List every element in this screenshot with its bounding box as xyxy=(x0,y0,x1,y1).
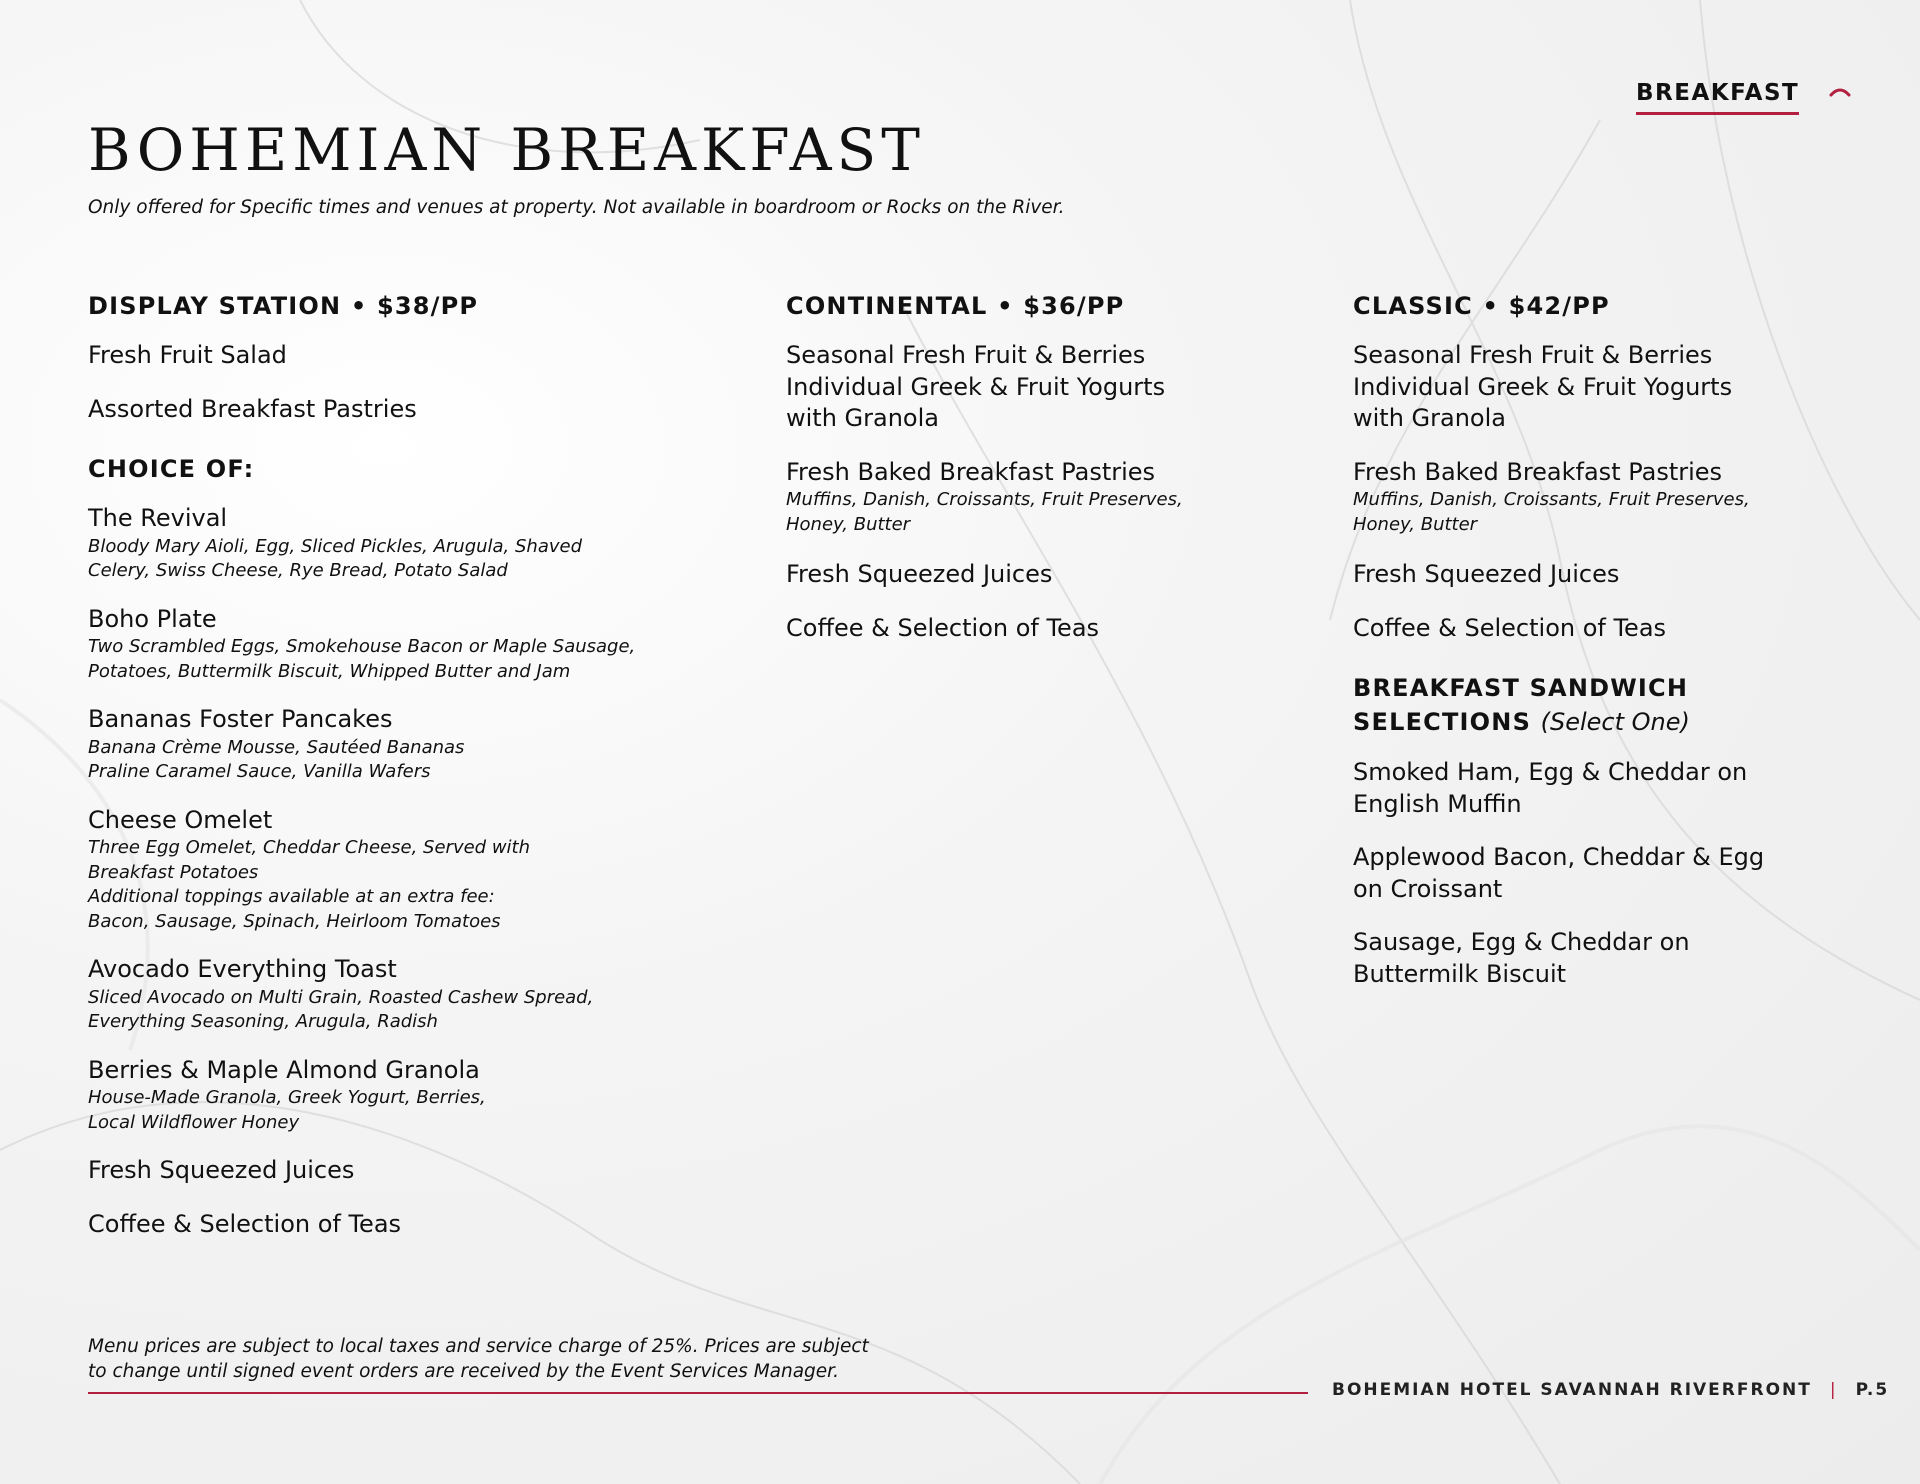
choice-desc: Two Scrambled Eggs, Smokehouse Bacon or Maple Sausage, xyxy=(88,636,636,657)
section-nav[interactable] xyxy=(1636,80,1851,115)
choice-desc: Everything Seasoning, Arugula, Radish xyxy=(88,1011,438,1032)
choice-item xyxy=(88,1055,728,1136)
choice-name: Cheese Omelet xyxy=(88,805,273,834)
sandwich-line: Sausage, Egg & Cheddar on xyxy=(1353,928,1690,956)
pricing-footnote xyxy=(88,1334,869,1384)
menu-item-line: Seasonal Fresh Fruit & Berries xyxy=(1353,341,1713,369)
choice-desc: Local Wildflower Honey xyxy=(88,1111,300,1133)
choice-desc: Celery, Swiss Cheese, Rye Bread, Potato Salad xyxy=(88,560,508,581)
sandwich-line: Smoked Ham, Egg & Cheddar on xyxy=(1353,758,1748,786)
choice-desc: Banana Crème Mousse, Sautéed Bananas xyxy=(88,736,465,758)
footnote-line: Menu prices are subject to local taxes and service charge of 25%. Prices are subject xyxy=(88,1336,869,1357)
sandwich-item xyxy=(1353,757,1793,820)
sandwich-heading-line2 xyxy=(1353,705,1793,739)
menu-item: Assorted Breakfast Pastries xyxy=(88,394,417,423)
choice-desc: Potatoes, Buttermilk Biscuit, Whipped Butter and Jam xyxy=(88,660,571,682)
menu-item-line: with Granola xyxy=(786,404,939,432)
continental-heading: CONTINENTAL • $36/PP xyxy=(786,292,1125,320)
choice-desc: House-Made Granola, Greek Yogurt, Berries, xyxy=(88,1087,486,1108)
menu-item xyxy=(1353,340,1793,435)
choice-name: Avocado Everything Toast xyxy=(88,955,397,983)
choice-name: Bananas Foster Pancakes xyxy=(88,705,393,733)
sandwich-line: English Muffin xyxy=(1353,789,1522,818)
sandwich-heading: BREAKFAST SANDWICH xyxy=(1353,674,1689,702)
menu-item: Coffee & Selection of Teas xyxy=(88,1209,402,1238)
menu-item-desc: Muffins, Danish, Croissants, Fruit Preserves, xyxy=(786,489,1183,510)
classic-heading: CLASSIC • $42/PP xyxy=(1353,292,1610,320)
sandwich-line: on Croissant xyxy=(1353,874,1503,903)
display-station-column xyxy=(88,289,728,1240)
sandwich-item xyxy=(1353,927,1793,990)
footer-bar xyxy=(1332,1380,1889,1400)
select-one-note: (Select One) xyxy=(1540,708,1690,736)
footer-separator: | xyxy=(1829,1380,1838,1400)
choice-name: The Revival xyxy=(88,504,228,532)
menu-item-line: Individual Greek & Fruit Yogurts xyxy=(1353,372,1733,401)
display-station-heading: DISPLAY STATION • $38/PP xyxy=(88,292,479,320)
menu-item-line: Fresh Baked Breakfast Pastries xyxy=(786,457,1156,486)
menu-item-line: Individual Greek & Fruit Yogurts xyxy=(786,372,1166,401)
footer-rule xyxy=(88,1392,1308,1394)
menu-item: Fresh Squeezed Juices xyxy=(786,560,1053,588)
choice-item xyxy=(88,604,728,685)
menu-item-desc: Honey, Butter xyxy=(786,513,911,535)
footnote-line: to change until signed event orders are received by the Event Services Manager. xyxy=(88,1361,839,1382)
menu-item xyxy=(1353,457,1793,538)
menu-item xyxy=(786,340,1216,435)
sandwich-heading-text: SELECTIONS xyxy=(1353,708,1532,736)
choice-name: Boho Plate xyxy=(88,604,217,633)
sandwich-item xyxy=(1353,842,1793,905)
menu-item-desc: Muffins, Danish, Croissants, Fruit Preserves, xyxy=(1353,489,1750,510)
page-subtitle: Only offered for Specific times and venues at property. Not available in boardroom or Rocks on the River. xyxy=(88,197,1065,218)
section-nav-label[interactable]: BREAKFAST xyxy=(1636,80,1799,115)
choice-heading: CHOICE OF: xyxy=(88,455,255,483)
choice-desc: Bacon, Sausage, Spinach, Heirloom Tomatoes xyxy=(88,910,501,932)
choice-item xyxy=(88,805,728,935)
choice-item xyxy=(88,954,728,1035)
menu-item: Coffee & Selection of Teas xyxy=(1353,613,1667,642)
menu-item-line: Fresh Baked Breakfast Pastries xyxy=(1353,457,1723,486)
page-number: P.5 xyxy=(1855,1380,1890,1400)
classic-column xyxy=(1353,289,1793,990)
sandwich-line: Buttermilk Biscuit xyxy=(1353,959,1567,988)
choice-item xyxy=(88,704,728,785)
sandwich-line: Applewood Bacon, Cheddar & Egg xyxy=(1353,843,1765,871)
menu-item: Fresh Fruit Salad xyxy=(88,341,287,369)
menu-item-line: with Granola xyxy=(1353,404,1506,432)
chevron-up-icon[interactable] xyxy=(1829,85,1851,97)
choice-item xyxy=(88,503,728,584)
choice-name: Berries & Maple Almond Granola xyxy=(88,1055,480,1084)
menu-item-desc: Honey, Butter xyxy=(1353,513,1478,535)
choice-desc: Three Egg Omelet, Cheddar Cheese, Served with xyxy=(88,837,531,858)
menu-item: Coffee & Selection of Teas xyxy=(786,613,1100,642)
menu-item: Fresh Squeezed Juices xyxy=(1353,560,1620,588)
menu-item: Fresh Squeezed Juices xyxy=(88,1156,355,1184)
continental-column xyxy=(786,289,1216,644)
menu-item xyxy=(786,457,1216,538)
page-title: BOHEMIAN BREAKFAST xyxy=(88,116,925,184)
choice-desc: Additional toppings available at an extra fee: xyxy=(88,886,495,907)
hotel-name: BOHEMIAN HOTEL SAVANNAH RIVERFRONT xyxy=(1332,1380,1812,1400)
choice-desc: Bloody Mary Aioli, Egg, Sliced Pickles, Arugula, Shaved xyxy=(88,535,583,557)
choice-desc: Praline Caramel Sauce, Vanilla Wafers xyxy=(88,761,431,782)
choice-desc: Breakfast Potatoes xyxy=(88,861,259,883)
choice-desc: Sliced Avocado on Multi Grain, Roasted Cashew Spread, xyxy=(88,986,594,1008)
menu-item-line: Seasonal Fresh Fruit & Berries xyxy=(786,341,1146,369)
